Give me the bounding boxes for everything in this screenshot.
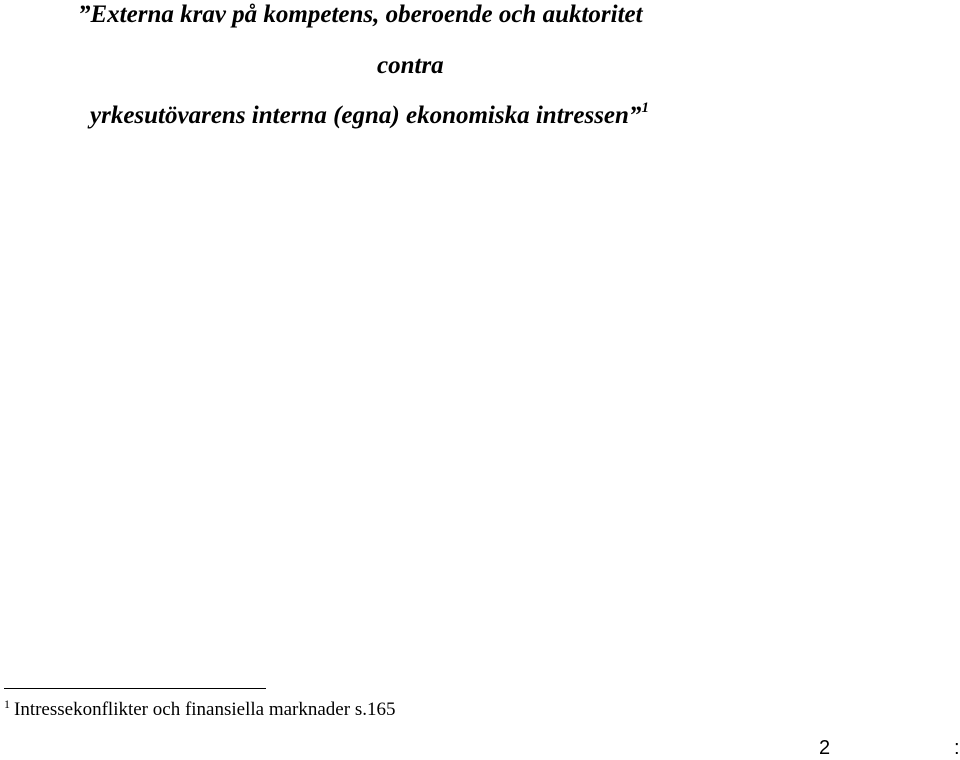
heading-line-3-text: yrkesutövarens interna (egna) ekonomiska intressen” (90, 102, 642, 129)
footnote (4, 698, 395, 722)
footnote-reference[interactable]: 1 (641, 99, 649, 116)
heading-line-1 (78, 0, 643, 30)
heading-line-1-text: ”Externa krav på kompetens, oberoende och auktoritet (78, 1, 643, 28)
heading-line-3 (90, 101, 649, 131)
page-trailing-mark: : (954, 737, 960, 759)
heading-line-2 (377, 51, 444, 81)
heading-line-2-text: contra (377, 52, 444, 79)
footnote-mark: 1 (4, 696, 10, 711)
footnote-text: Intressekonflikter och finansiella marknader s.165 (14, 699, 396, 720)
page-number: 2 (819, 737, 831, 759)
footnote-divider (4, 688, 266, 689)
